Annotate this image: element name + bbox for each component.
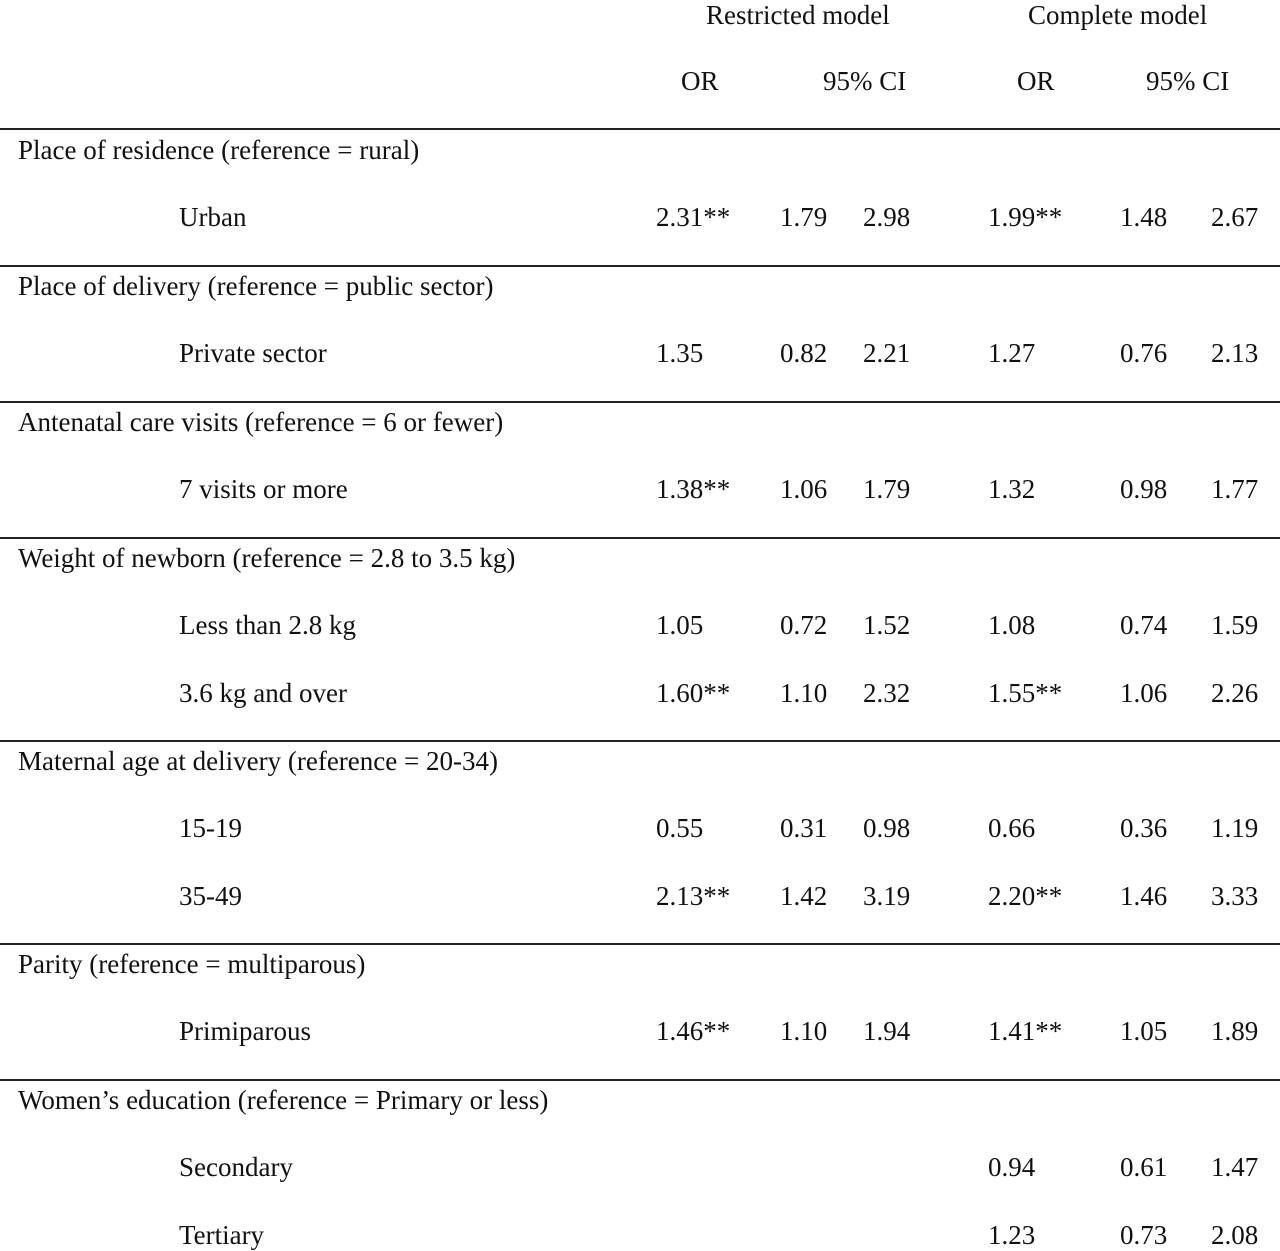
restricted-or-header: OR	[681, 66, 719, 96]
group-divider	[0, 265, 1280, 267]
group-label: Women’s education (reference = Primary or less)	[18, 1085, 549, 1115]
group-label: Place of delivery (reference = public sector)	[18, 271, 494, 301]
complete-ci-lower-cell: 1.46	[1120, 880, 1168, 911]
row-label: Secondary	[179, 1152, 293, 1182]
restricted-ci-lower-cell: 1.10	[780, 677, 828, 708]
restricted-or-cell: 1.35	[656, 338, 704, 368]
row-label: Private sector	[179, 338, 327, 368]
restricted-or-cell: 2.13**	[656, 880, 731, 911]
restricted-ci-upper-cell: 2.98	[863, 202, 911, 232]
complete-ci-upper-cell: 1.19	[1211, 813, 1259, 843]
restricted-ci-lower-cell: 1.06	[780, 474, 828, 504]
restricted-ci-lower-cell: 1.79	[780, 202, 828, 232]
complete-ci-upper-cell: 2.26	[1211, 677, 1259, 708]
complete-ci-upper-cell: 2.08	[1211, 1219, 1259, 1250]
restricted-ci-lower-cell: 0.72	[780, 610, 828, 640]
complete-ci-lower-cell: 0.76	[1120, 338, 1168, 368]
complete-ci-upper-cell: 1.89	[1211, 1016, 1259, 1046]
row-label: Tertiary	[179, 1219, 265, 1250]
restricted-ci-upper-cell: 1.52	[863, 610, 911, 640]
complete-ci-lower-cell: 1.06	[1120, 677, 1168, 708]
complete-ci-lower-cell: 0.74	[1120, 610, 1168, 640]
group-label: Parity (reference = multiparous)	[18, 949, 366, 979]
complete-or-cell: 1.55**	[988, 677, 1063, 708]
complete-model-header: Complete model	[1028, 0, 1208, 30]
complete-ci-lower-cell: 0.73	[1120, 1219, 1168, 1250]
complete-or-cell: 1.23	[988, 1219, 1036, 1250]
group-label: Maternal age at delivery (reference = 20-34)	[18, 746, 498, 776]
row-label: Less than 2.8 kg	[179, 610, 356, 640]
complete-or-cell: 1.32	[988, 474, 1036, 504]
restricted-or-cell: 1.60**	[656, 677, 731, 708]
restricted-or-cell: 1.46**	[656, 1016, 731, 1046]
group-label: Antenatal care visits (reference = 6 or fewer)	[18, 407, 504, 437]
group-divider	[0, 740, 1280, 742]
restricted-ci-lower-cell: 0.82	[780, 338, 828, 368]
complete-ci-lower-cell: 0.61	[1120, 1152, 1168, 1182]
row-label: Urban	[179, 202, 247, 232]
group-divider	[0, 943, 1280, 945]
group-label: Weight of newborn (reference = 2.8 to 3.5 kg)	[18, 543, 516, 573]
complete-ci-upper-cell: 2.13	[1211, 338, 1259, 368]
restricted-or-cell: 1.38**	[656, 474, 731, 504]
complete-ci-header: 95% CI	[1146, 66, 1230, 96]
row-label: 35-49	[179, 880, 242, 911]
group-divider	[0, 401, 1280, 403]
header-rule	[0, 128, 1280, 130]
complete-ci-upper-cell: 3.33	[1211, 880, 1259, 911]
row-label: 3.6 kg and over	[179, 677, 347, 708]
restricted-ci-lower-cell: 1.10	[780, 1016, 828, 1046]
complete-ci-lower-cell: 0.36	[1120, 813, 1168, 843]
complete-ci-upper-cell: 2.67	[1211, 202, 1259, 232]
complete-or-cell: 1.27	[988, 338, 1036, 368]
restricted-or-cell: 1.05	[656, 610, 704, 640]
complete-ci-lower-cell: 1.05	[1120, 1016, 1168, 1046]
restricted-ci-upper-cell: 3.19	[863, 880, 911, 911]
row-label: 15-19	[179, 813, 242, 843]
restricted-ci-lower-cell: 0.31	[780, 813, 828, 843]
restricted-ci-upper-cell: 1.94	[863, 1016, 911, 1046]
complete-ci-lower-cell: 0.98	[1120, 474, 1168, 504]
complete-ci-upper-cell: 1.59	[1211, 610, 1259, 640]
restricted-ci-upper-cell: 2.32	[863, 677, 911, 708]
restricted-ci-upper-cell: 0.98	[863, 813, 911, 843]
row-label: Primiparous	[179, 1016, 311, 1046]
complete-or-cell: 0.66	[988, 813, 1036, 843]
group-label: Place of residence (reference = rural)	[18, 135, 420, 165]
restricted-or-cell: 2.31**	[656, 202, 731, 232]
complete-or-cell: 1.99**	[988, 202, 1063, 232]
restricted-or-cell: 0.55	[656, 813, 704, 843]
complete-ci-upper-cell: 1.77	[1211, 474, 1259, 504]
complete-or-cell: 2.20**	[988, 880, 1063, 911]
row-label: 7 visits or more	[179, 474, 348, 504]
restricted-ci-lower-cell: 1.42	[780, 880, 828, 911]
restricted-model-header: Restricted model	[706, 0, 890, 30]
restricted-ci-upper-cell: 1.79	[863, 474, 911, 504]
complete-ci-upper-cell: 1.47	[1211, 1152, 1259, 1182]
group-divider	[0, 537, 1280, 539]
complete-or-cell: 1.08	[988, 610, 1036, 640]
complete-ci-lower-cell: 1.48	[1120, 202, 1168, 232]
complete-or-cell: 0.94	[988, 1152, 1036, 1182]
restricted-ci-upper-cell: 2.21	[863, 338, 911, 368]
group-divider	[0, 1079, 1280, 1081]
complete-or-header: OR	[1017, 66, 1055, 96]
restricted-ci-header: 95% CI	[823, 66, 907, 96]
complete-or-cell: 1.41**	[988, 1016, 1063, 1046]
